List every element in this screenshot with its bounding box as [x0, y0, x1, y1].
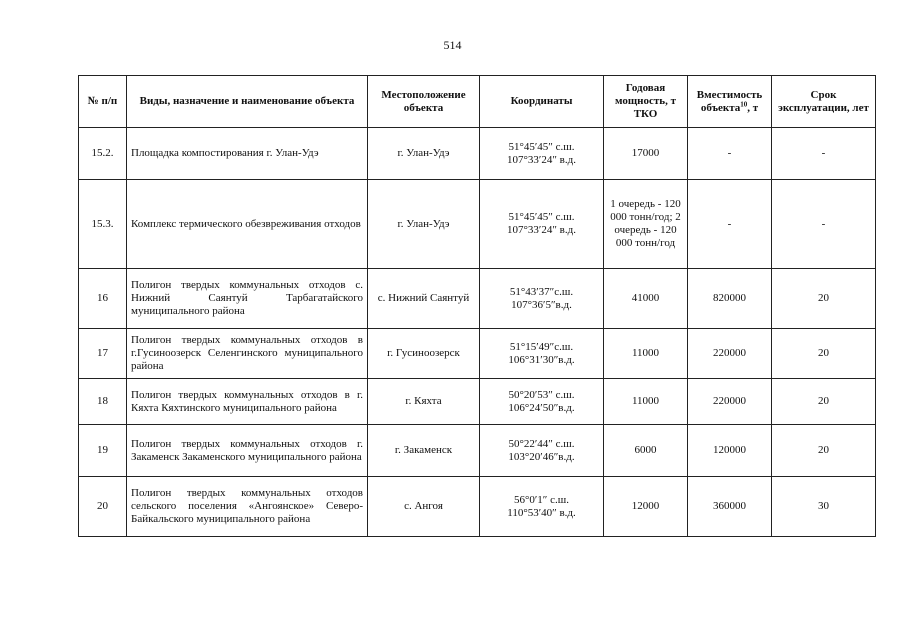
row-coord-lat: 51°45′45″ с.ш. — [508, 211, 575, 223]
row-term: 20 — [772, 425, 876, 477]
row-location: г. Гусиноозерск — [368, 329, 480, 379]
row-capacity: 11000 — [604, 379, 688, 425]
row-num: 15.3. — [79, 180, 127, 269]
row-location: г. Улан-Удэ — [368, 180, 480, 269]
row-term: - — [772, 128, 876, 180]
row-volume: - — [688, 180, 772, 269]
row-coords — [480, 329, 604, 379]
table-row — [79, 128, 876, 180]
row-term: 30 — [772, 477, 876, 537]
row-name: Полигон твердых коммунальных отходов сельского поселения «Ангоянское» Северо-Байкальского муниципального района — [127, 477, 368, 537]
row-coord-lon: 110°53′40″ в.д. — [507, 506, 576, 519]
row-capacity: 12000 — [604, 477, 688, 537]
row-volume: 360000 — [688, 477, 772, 537]
row-name: Площадка компостирования г. Улан-Удэ — [127, 128, 368, 180]
row-coords — [480, 425, 604, 477]
table-row — [79, 425, 876, 477]
row-location: г. Улан-Удэ — [368, 128, 480, 180]
table-header-row — [79, 76, 876, 128]
header-volume — [688, 76, 772, 128]
header-capacity: Годовая мощность, т ТКО — [604, 76, 688, 128]
row-volume: 820000 — [688, 269, 772, 329]
row-name: Полигон твердых коммунальных отходов в г.Гусиноозерск Селенгинского муниципального района — [127, 329, 368, 379]
row-num: 19 — [79, 425, 127, 477]
row-coords — [480, 180, 604, 269]
table-row — [79, 269, 876, 329]
table-row — [79, 180, 876, 269]
row-coord-lat: 51°15′49″с.ш. — [509, 340, 574, 353]
row-name: Комплекс термического обезвреживания отходов — [127, 180, 368, 269]
row-coords — [480, 379, 604, 425]
row-num: 18 — [79, 379, 127, 425]
header-volume-footnote: 10 — [740, 99, 748, 108]
table-row — [79, 379, 876, 425]
row-term: - — [772, 180, 876, 269]
row-volume: 120000 — [688, 425, 772, 477]
header-term: Срок эксплуатации, лет — [772, 76, 876, 128]
row-coords — [480, 128, 604, 180]
row-capacity: 11000 — [604, 329, 688, 379]
row-coord-lon: 106°24′50″в.д. — [508, 401, 575, 414]
row-coord-lat: 56°0′1″ с.ш. — [514, 493, 569, 506]
header-location: Местоположение объекта — [368, 76, 480, 128]
header-num: № п/п — [79, 76, 127, 128]
row-volume: 220000 — [688, 379, 772, 425]
row-coords — [480, 477, 604, 537]
row-coord-lon: 107°33′24″ в.д. — [507, 224, 576, 236]
row-coord-lon: 107°33′24″ в.д. — [507, 153, 576, 166]
row-coord-lon: 103°20′46″в.д. — [508, 450, 575, 463]
table-row — [79, 329, 876, 379]
row-capacity: 1 очередь - 120 000 тонн/год; 2 очередь - 120 000 тонн/год — [604, 180, 688, 269]
row-location: г. Закаменск — [368, 425, 480, 477]
table-row — [79, 477, 876, 537]
row-volume: 220000 — [688, 329, 772, 379]
row-location: с. Ангоя — [368, 477, 480, 537]
row-volume: - — [688, 128, 772, 180]
row-term: 20 — [772, 329, 876, 379]
row-term: 20 — [772, 269, 876, 329]
row-name: Полигон твердых коммунальных отходов г. Закаменск Закаменского муниципального района — [127, 425, 368, 477]
row-num: 15.2. — [79, 128, 127, 180]
row-coord-lat: 50°20′53″ с.ш. — [508, 388, 575, 401]
header-volume-text: Вместимость объекта — [696, 88, 763, 114]
row-name: Полигон твердых коммунальных отходов в г. Кяхта Кяхтинского муниципального района — [127, 379, 368, 425]
page-number: 514 — [443, 38, 462, 52]
row-coord-lat: 51°45′45″ с.ш. — [508, 140, 575, 153]
row-capacity: 6000 — [604, 425, 688, 477]
row-location: с. Нижний Саянтуй — [368, 269, 480, 329]
header-coords: Координаты — [480, 76, 604, 128]
row-coord-lon: 106°31′30″в.д. — [508, 353, 575, 366]
waste-facilities-table — [78, 75, 876, 537]
row-capacity: 41000 — [604, 269, 688, 329]
row-num: 20 — [79, 477, 127, 537]
row-num: 16 — [79, 269, 127, 329]
row-term: 20 — [772, 379, 876, 425]
row-coords — [480, 269, 604, 329]
header-volume-unit: , т — [747, 101, 759, 114]
row-coord-lat: 50°22′44″ с.ш. — [508, 437, 575, 450]
row-coord-lat: 51°43′37″с.ш. — [509, 285, 574, 298]
header-name: Виды, назначение и наименование объекта — [127, 76, 368, 128]
row-location: г. Кяхта — [368, 379, 480, 425]
row-coord-lon: 107°36′5″в.д. — [511, 298, 572, 311]
row-num: 17 — [79, 329, 127, 379]
row-name: Полигон твердых коммунальных отходов с. Нижний Саянтуй Тарбагатайского муниципального района — [127, 269, 368, 329]
row-capacity: 17000 — [604, 128, 688, 180]
